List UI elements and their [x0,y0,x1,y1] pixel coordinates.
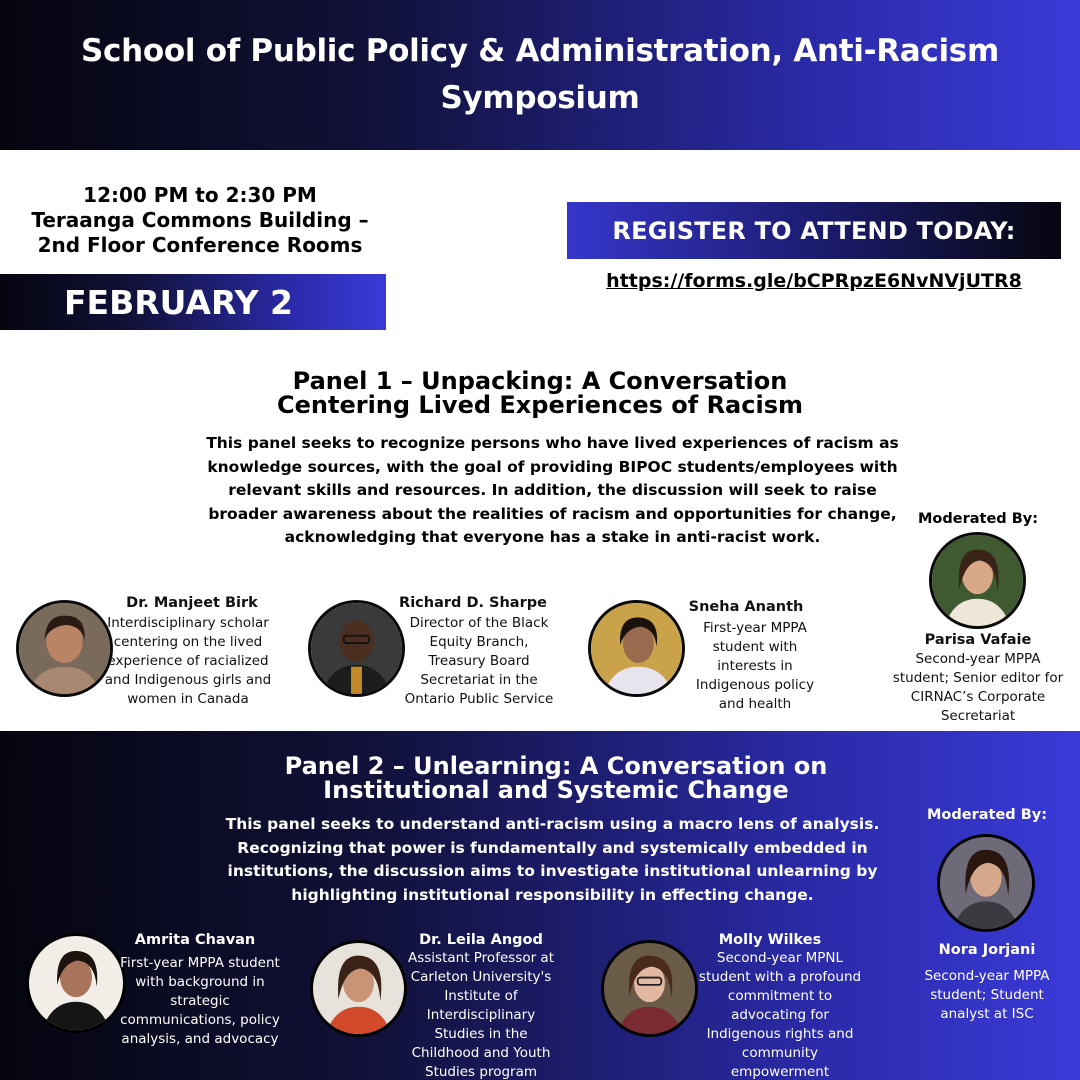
panel2-moderated-by-label: Moderated By: [926,807,1048,823]
panel1-title-line1: Panel 1 – Unpacking: A Conversation [292,367,788,395]
event-location-line2: 2nd Floor Conference Rooms [37,233,363,257]
event-location-line1: Teraanga Commons Building – [31,208,369,232]
panel2-title [196,754,916,802]
moderator-bio: Second-year MPPA student; Student analyst at ISC [924,968,1050,1022]
avatar-molly-wilkes [601,940,698,1037]
panel1-moderated-by-label: Moderated By: [917,511,1039,527]
panelist-bio: Director of the Black Equity Branch, Treasury Board Secretariat in the Ontario Public Service [404,615,554,707]
event-details [0,183,400,258]
moderator-name: Parisa Vafaie [924,632,1032,648]
date-banner [0,274,386,330]
avatar-parisa-vafaie [929,532,1026,629]
avatar-leila-angod [310,940,407,1037]
register-banner [567,202,1061,259]
panel2-title-line1: Panel 2 – Unlearning: A Conversation on [284,752,828,780]
panelist-bio: Assistant Professor at Carleton University's Institute of Interdisciplinary Studies in the Childhood and Youth Studies program [407,950,554,1080]
register-label: REGISTER TO ATTEND TODAY: [612,216,1016,245]
panel2-section [0,731,1080,1080]
panel2-title-line2: Institutional and Systemic Change [323,776,789,804]
panel1-description: This panel seeks to recognize persons who have lived experiences of racism as knowledge sources, with the goal of providing BIPOC students/employees with relevant skills and resources. In addition, the discussion will seek to raise broader awareness about the realities of racism and opportunities for change, acknowledging that everyone has a stake in anti-racist work. [206,434,899,546]
panelist-name: Molly Wilkes [718,932,822,948]
panelist-name: Dr. Leila Angod [419,932,543,948]
panel1-title [180,369,900,417]
moderator-name: Nora Jorjani [938,942,1036,958]
panelist-name: Amrita Chavan [134,932,256,948]
avatar-manjeet-birk [16,600,113,697]
panelist-bio: First-year MPPA student with interests in Indigenous policy and health [695,620,815,712]
panelist-name: Dr. Manjeet Birk [126,595,258,611]
panelist-name: Sneha Ananth [688,599,804,615]
avatar-sneha-ananth [588,600,685,697]
moderator-bio: Second-year MPPA student; Senior editor for CIRNAC’s Corporate Secretariat [892,651,1064,724]
avatar-richard-sharpe [308,600,405,697]
avatar-nora-jorjani [937,834,1035,932]
panel1-title-line2: Centering Lived Experiences of Racism [277,391,803,419]
event-date: FEBRUARY 2 [64,282,293,322]
header-banner [0,0,1080,150]
panelist-bio: Interdisciplinary scholar centering on the lived experience of racialized and Indigenous girls and women in Canada [104,615,272,707]
event-time: 12:00 PM to 2:30 PM [83,183,317,207]
panel2-description: This panel seeks to understand anti-racism using a macro lens of analysis. Recognizing that power is fundamentally and systemically embedded in institutions, the discussion aims to investigate institutional unlearning by highlighting institutional responsibility in effecting change. [225,815,880,904]
panelist-bio: First-year MPPA student with background in strategic communications, policy analysis, and advocacy [120,955,280,1047]
avatar-amrita-chavan [26,933,126,1033]
panelist-bio: Second-year MPNL student with a profound commitment to advocating for Indigenous rights and community empowerment [698,950,862,1080]
panelist-name: Richard D. Sharpe [399,595,547,611]
register-link[interactable]: https://forms.gle/bCPRpzE6NvNVjUTR8 [606,270,1022,292]
page-title: School of Public Policy & Administration, Anti-Racism Symposium [81,33,999,116]
